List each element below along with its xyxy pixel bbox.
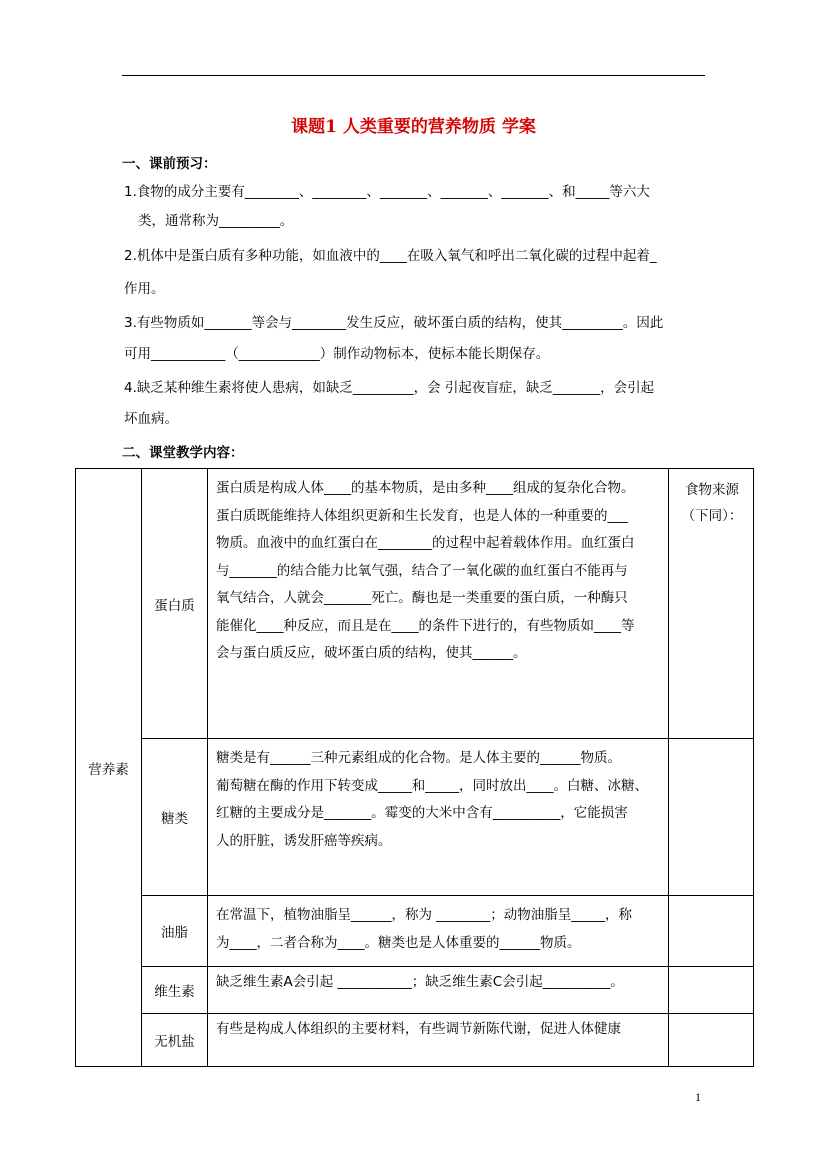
table-row-vitamin xyxy=(76,967,754,1014)
text-line: 会与蛋白质反应，破坏蛋白质的结构，使其______。 xyxy=(216,645,527,661)
section-heading-classroom: 二、课堂教学内容： xyxy=(122,445,244,461)
nutrient-content-cell xyxy=(208,967,669,1014)
text-line: 有些是构成人体组织的主要材料，有些调节新陈代谢，促进人体健康 xyxy=(216,1021,621,1037)
text-line: 糖类是有______三种元素组成的化合物。是人体主要的______物质。 xyxy=(216,750,621,766)
nutrient-name-carbohydrate: 糖类 xyxy=(161,811,188,827)
preview-item-1-line1: 1.食物的成分主要有________、________、_______、_______、_______、和_____等六大 xyxy=(124,184,650,200)
text-line: 葡萄糖在酶的作用下转变成_____和_____，同时放出____。白糖、冰糖、 xyxy=(216,777,648,794)
nutrient-content-cell xyxy=(208,739,669,896)
nutrient-content-cell xyxy=(208,469,669,739)
header-rule xyxy=(122,75,705,76)
preview-item-4-line1: 4.缺乏某种维生素将使人患病，如缺乏_________，会 引起夜盲症，缺乏_______，会引起 xyxy=(124,380,655,396)
food-source-cell xyxy=(669,469,754,739)
preview-item-1-line2: 类，通常称为_________。 xyxy=(138,213,294,229)
text-line: 与_______的结合能力比氧气强，结合了一氧化碳的血红蛋白不能再与 xyxy=(216,562,628,579)
text-line: 缺乏维生素A会引起 ___________；缺乏维生素C会引起__________。 xyxy=(216,974,624,990)
category-cell xyxy=(76,469,142,1067)
text-line: 氧气结合，人就会_______死亡。酶也是一类重要的蛋白质，一种酶只 xyxy=(216,590,628,606)
nutrients-table xyxy=(75,468,754,1067)
nutrient-name-fat: 油脂 xyxy=(161,925,188,941)
text-line: 能催化____种反应，而且是在____的条件下进行的，有些物质如____等 xyxy=(216,617,635,634)
page-title: 课题1 人类重要的营养物质 学案 xyxy=(291,117,536,137)
food-source-cell xyxy=(669,739,754,896)
vitamin-text xyxy=(208,967,668,997)
nutrient-name-cell xyxy=(142,469,208,739)
nutrient-content-cell xyxy=(208,896,669,967)
preview-item-2-line2: 作用。 xyxy=(124,281,165,297)
preview-item-4-line2: 坏血病。 xyxy=(124,411,178,427)
preview-item-3 xyxy=(124,313,714,364)
section-heading-preview: 一、课前预习： xyxy=(122,156,217,172)
preview-item-3-line1: 3.有些物质如_______等会与________发生反应，破坏蛋白质的结构，使其_________。因此 xyxy=(124,315,664,331)
food-source-note: （下同）： xyxy=(681,508,743,524)
nutrient-name-protein: 蛋白质 xyxy=(154,597,195,614)
food-source-cell xyxy=(669,967,754,1014)
table-row-fat xyxy=(76,896,754,967)
preview-item-3-line2: 可用___________（____________）制作动物标本，使标本能长期保存。 xyxy=(124,346,550,362)
page-number: 1 xyxy=(695,1090,701,1104)
nutrient-name-cell xyxy=(142,1014,208,1067)
nutrient-name-vitamin: 维生素 xyxy=(154,984,195,1000)
nutrient-name-mineral: 无机盐 xyxy=(154,1034,195,1050)
text-line: 在常温下，植物油脂呈______，称为 ________；动物油脂呈_____，称 xyxy=(216,907,633,923)
preview-item-2-line1: 2.机体中是蛋白质有多种功能，如血液中的____在吸入氧气和呼出二氧化碳的过程中起着_ xyxy=(124,248,657,264)
text-line: 物质。血液中的血红蛋白在________的过程中起着载体作用。血红蛋白 xyxy=(216,535,635,551)
table-row-mineral xyxy=(76,1014,754,1067)
mineral-text xyxy=(208,1014,668,1044)
food-source-cell xyxy=(669,896,754,967)
text-line: 蛋白质是构成人体____的基本物质，是由多种____组成的复杂化合物。 xyxy=(216,480,635,496)
text-line: 为____，二者合称为____。糖类也是人体重要的______物质。 xyxy=(216,934,581,951)
preview-item-4 xyxy=(124,378,714,429)
food-source-header xyxy=(669,469,753,529)
text-line: 红糖的主要成分是_______。霉变的大米中含有__________，它能损害 xyxy=(216,805,628,821)
table-row-carbohydrate xyxy=(76,739,754,896)
category-label: 营养素 xyxy=(88,761,129,778)
food-source-label: 食物来源 xyxy=(685,482,739,498)
nutrient-name-cell xyxy=(142,896,208,967)
table-row-protein xyxy=(76,469,754,739)
nutrient-content-cell xyxy=(208,1014,669,1067)
text-line: 蛋白质既能维持人体组织更新和生长发育，也是人体的一种重要的___ xyxy=(216,507,628,524)
food-source-cell xyxy=(669,1014,754,1067)
carbohydrate-text xyxy=(208,739,668,855)
text-line: 人的肝脏，诱发肝癌等疾病。 xyxy=(216,832,392,849)
nutrient-name-cell xyxy=(142,967,208,1014)
protein-text xyxy=(208,469,668,668)
preview-item-2 xyxy=(124,246,714,299)
nutrient-name-cell xyxy=(142,739,208,896)
preview-item-1 xyxy=(124,182,714,231)
fat-text xyxy=(208,896,668,957)
